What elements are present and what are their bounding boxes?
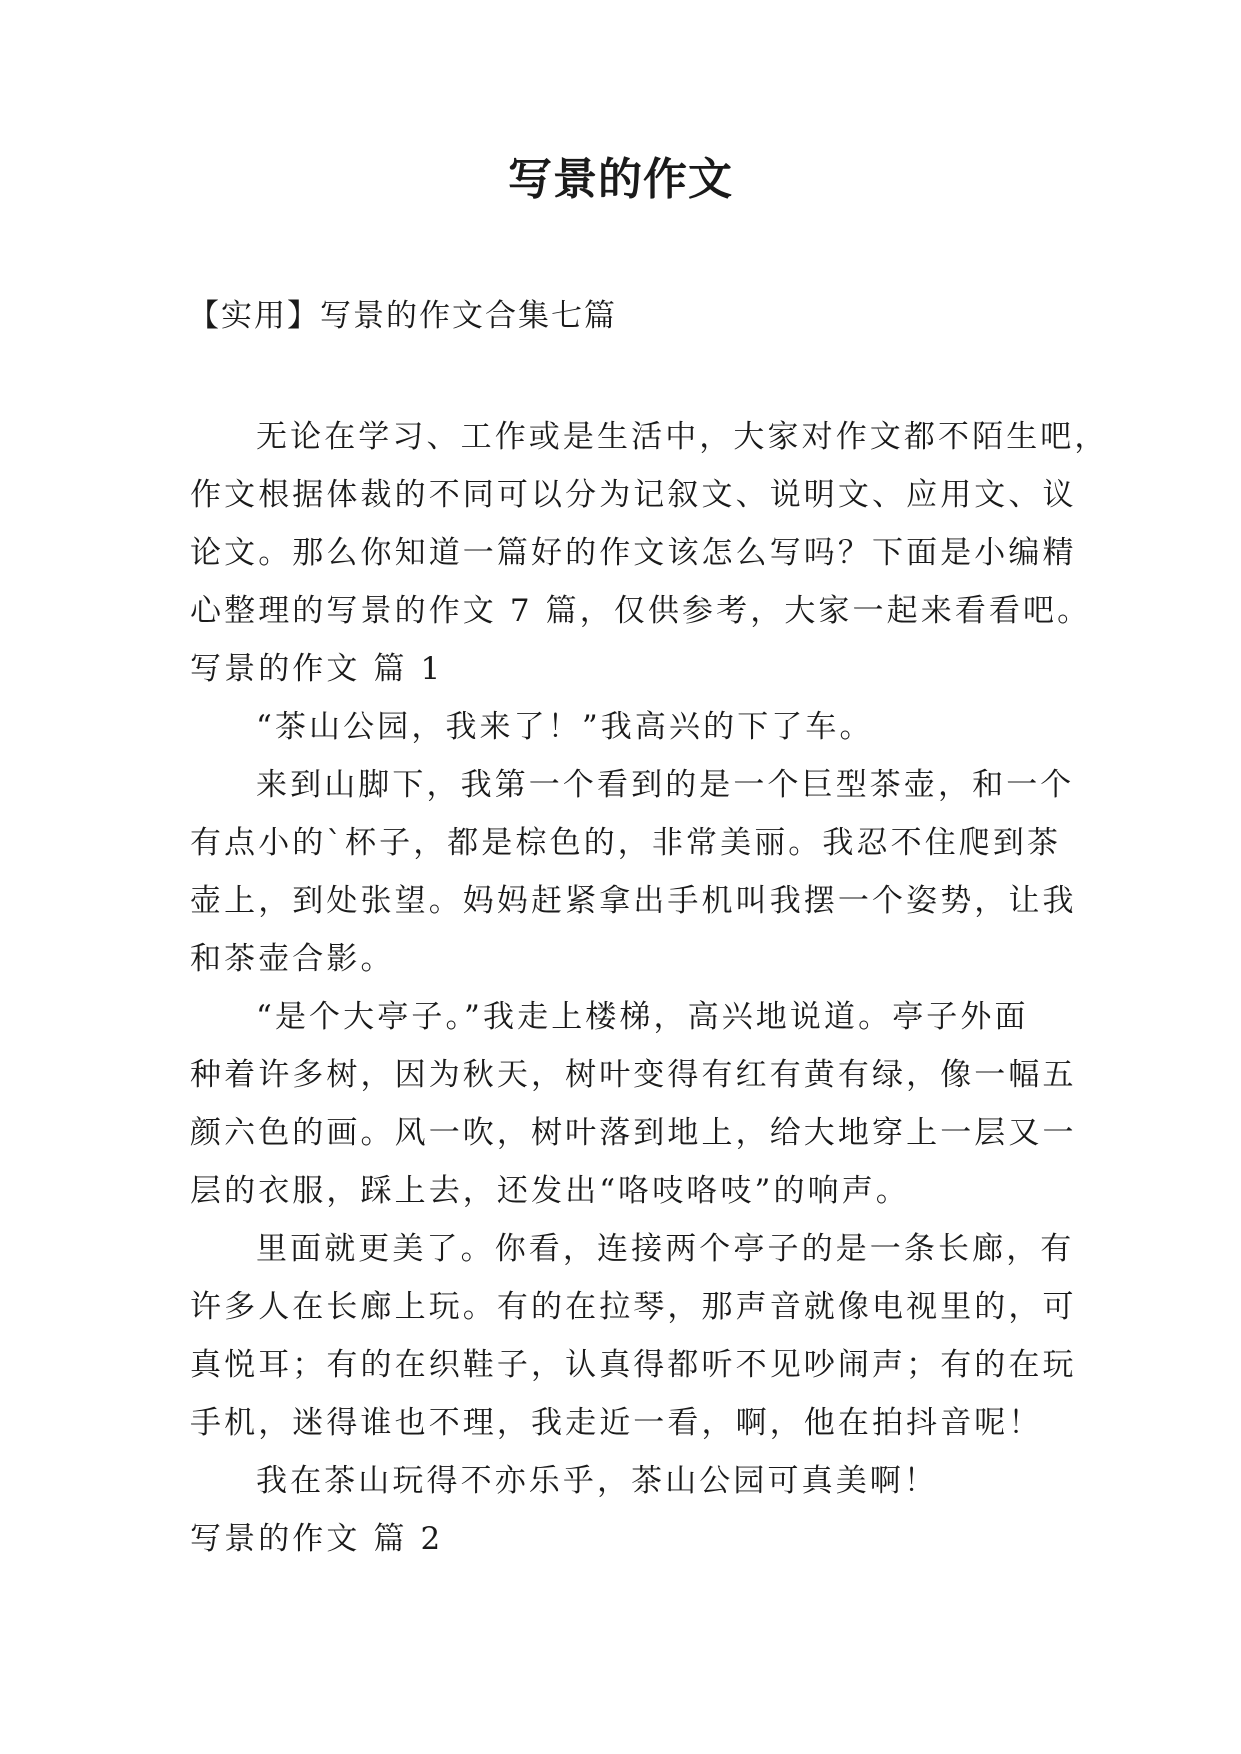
text-line: 手机，迷得谁也不理，我走近一看，啊，他在拍抖音呢！ — [190, 1405, 1043, 1441]
text-line: 我在茶山玩得不亦乐乎，茶山公园可真美啊！ — [256, 1463, 938, 1499]
text-line: 和茶壶合影。 — [190, 941, 395, 977]
text-line: 颜六色的画。风一吹，树叶落到地上，给大地穿上一层又一 — [190, 1115, 1077, 1151]
text-line: 壶上，到处张望。妈妈赶紧拿出手机叫我摆一个姿势，让我 — [190, 883, 1077, 919]
document-title: 写景的作文 — [508, 154, 733, 205]
document-subtitle: 【实用】写景的作文合集七篇 — [188, 298, 617, 334]
document-body — [190, 408, 1109, 1568]
text-line: “是个大亭子。”我走上楼梯，高兴地说道。亭子外面 — [256, 999, 1029, 1035]
text-line: 真悦耳；有的在织鞋子，认真得都听不见吵闹声；有的在玩 — [190, 1347, 1077, 1383]
text-line: 里面就更美了。你看，连接两个亭子的是一条长廊，有 — [256, 1231, 1075, 1267]
text-line: 作文根据体裁的不同可以分为记叙文、说明文、应用文、议 — [190, 477, 1077, 513]
text-line: 写景的作文 篇 1 — [190, 651, 444, 687]
text-line: 许多人在长廊上玩。有的在拉琴，那声音就像电视里的，可 — [190, 1289, 1077, 1325]
text-line: 论文。那么你知道一篇好的作文该怎么写吗？下面是小编精 — [190, 535, 1077, 571]
text-line: 层的衣服，踩上去，还发出“咯吱咯吱”的响声。 — [190, 1173, 910, 1209]
text-line: 无论在学习、工作或是生活中，大家对作文都不陌生吧， — [256, 419, 1109, 455]
text-line: 有点小的`杯子，都是棕色的，非常美丽。我忍不住爬到茶 — [190, 825, 1062, 861]
text-line: 写景的作文 篇 2 — [190, 1521, 444, 1557]
text-line: “茶山公园，我来了！”我高兴的下了车。 — [256, 709, 874, 745]
text-line: 心整理的写景的作文 7 篇，仅供参考，大家一起来看看吧。 — [190, 593, 1092, 629]
text-line: 来到山脚下，我第一个看到的是一个巨型茶壶，和一个 — [256, 767, 1075, 803]
text-line: 种着许多树，因为秋天，树叶变得有红有黄有绿，像一幅五 — [190, 1057, 1077, 1093]
